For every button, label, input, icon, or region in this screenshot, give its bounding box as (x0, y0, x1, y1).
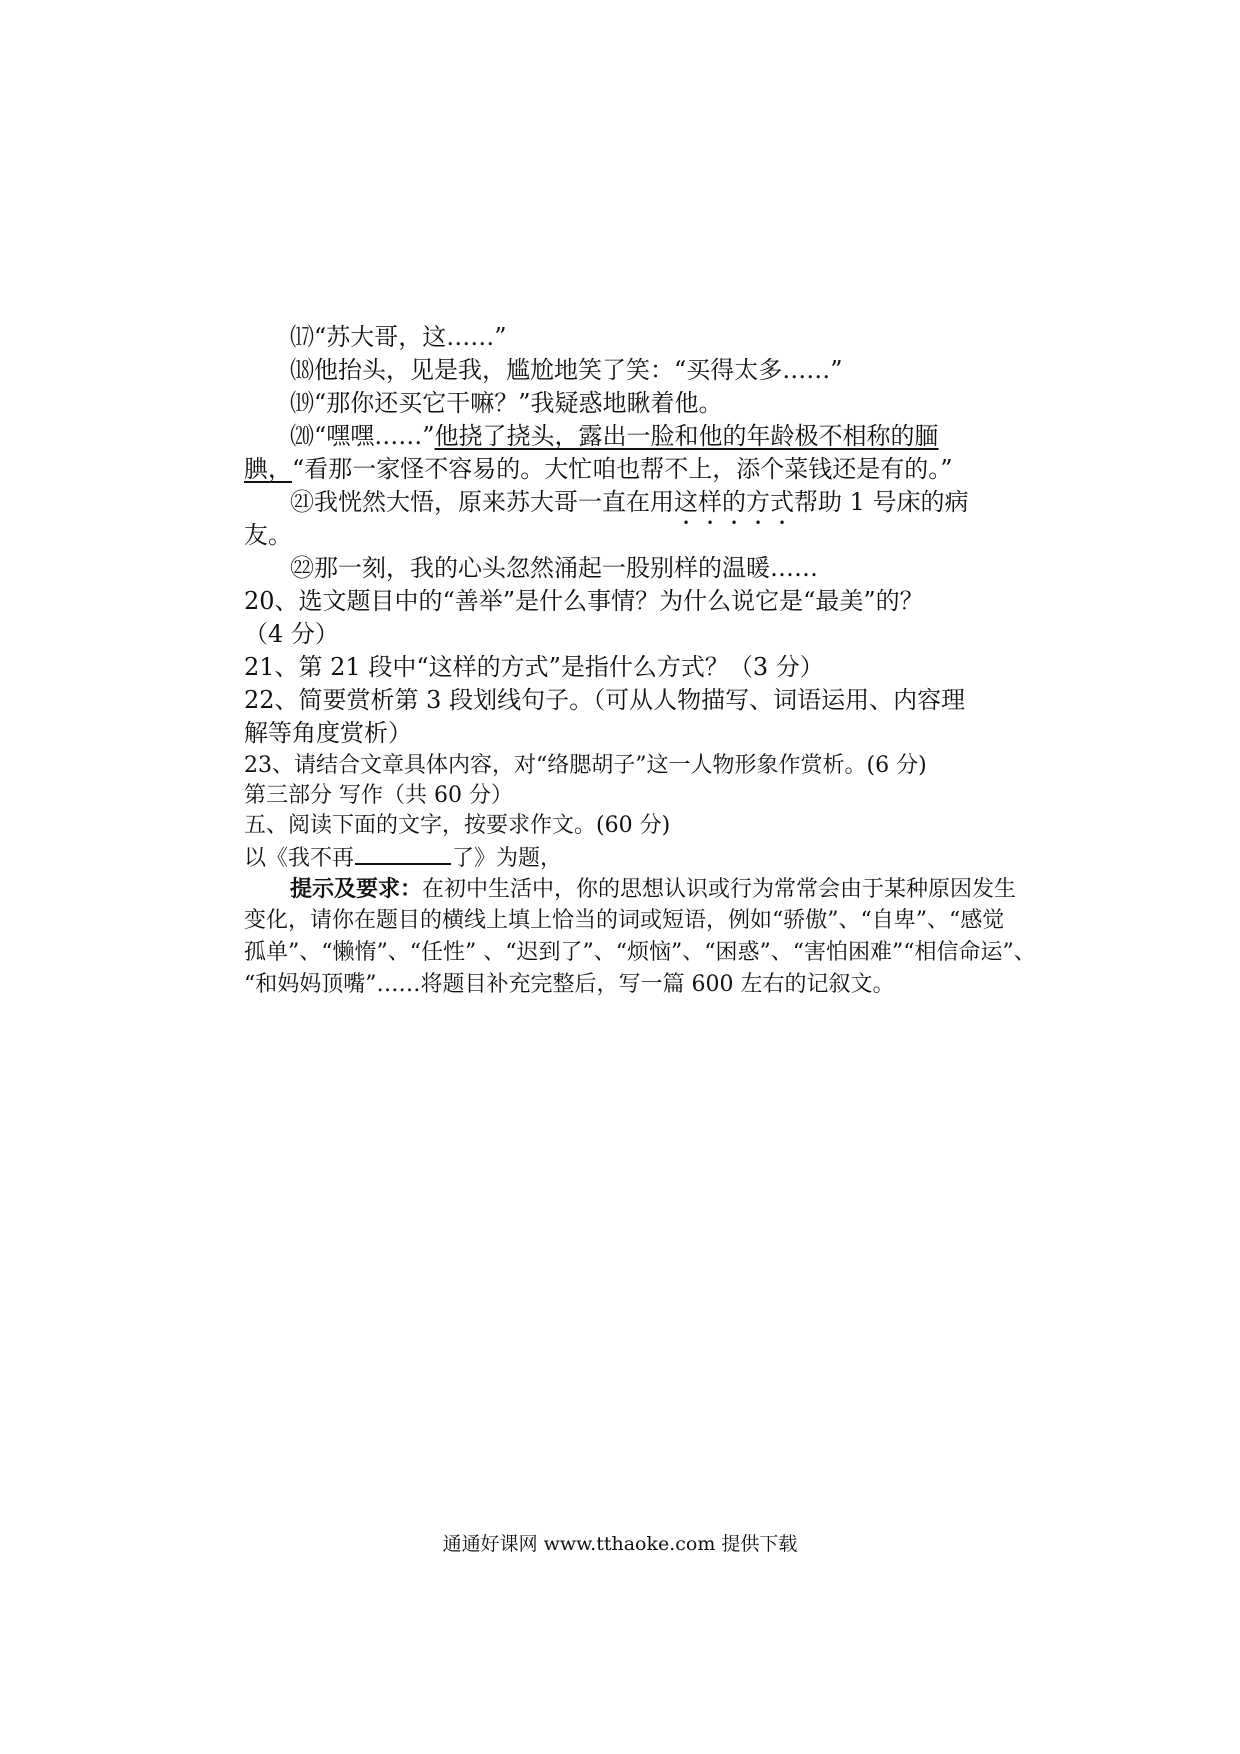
paragraph-19: ⒆“那你还买它干嘛？”我疑惑地瞅着他。 (290, 389, 723, 417)
paragraph-20-line-1 (290, 421, 1060, 451)
title-blank (355, 841, 451, 865)
paragraph-20-intro: ⒇“嘿嘿……” (290, 422, 435, 450)
paragraph-18: ⒅他抬头，见是我，尴尬地笑了笑：“买得太多……” (290, 356, 843, 384)
question-23: 23、请结合文章具体内容，对“络腮胡子”这一人物形象作赏析。(6 分) (244, 753, 927, 778)
paragraph-21-line-2: 友。 (244, 521, 292, 549)
hint-label: 提示及要求： (290, 876, 423, 902)
essay-title-prefix: 以《我不再 (244, 846, 355, 871)
question-22-cont: 解等角度赏析） (244, 719, 412, 747)
paragraph-22: ㉒那一刻，我的心头忽然涌起一股别样的温暖…… (290, 554, 818, 582)
question-20-score: （4 分） (244, 620, 339, 648)
question-22: 22、简要赏析第 3 段划线句子。（可从人物描写、词语运用、内容理 (244, 686, 966, 714)
essay-title-line (244, 841, 1014, 874)
paragraph-20-rest: “看那一家怪不容易的。大忙咱也帮不上，添个菜钱还是有的。” (292, 455, 953, 483)
hint-line-2: 变化，请你在题目的横线上填上恰当的词或短语，例如“骄傲”、“自卑”、“感觉 (244, 908, 1005, 933)
paragraph-21-before: ㉑我恍然大悟，原来苏大哥一直在用 (290, 488, 674, 516)
hint-text-1: 在初中生活中，你的思想认识或行为常常会由于某种原因发生 (422, 877, 1017, 902)
dotted-phrase: 这样的方式 (674, 488, 794, 516)
writing-task: 五、阅读下面的文字，按要求作文。(60 分) (244, 813, 671, 838)
hint-line-3: 孤单”、“懒惰”、“任性” 、“迟到了”、“烦恼”、“困惑”、“害怕困难”“相信命运”、 (244, 940, 1036, 965)
hint-line-1 (290, 874, 1060, 905)
paragraph-21-after: 帮助 1 号床的病 (794, 488, 969, 516)
essay-title-suffix: 了》为题， (452, 846, 563, 871)
question-21: 21、第 21 段中“这样的方式”是指什么方式？（3 分） (244, 653, 824, 681)
page-footer: 通通好课网 www.tthaoke.com 提供下载 (442, 1533, 798, 1555)
underlined-sentence-part-2: 腆， (244, 455, 292, 483)
paragraph-20-line-2 (244, 454, 1014, 484)
question-20: 20、选文题目中的“善举”是什么事情？为什么说它是“最美”的？ (244, 587, 924, 615)
underlined-sentence-part-1: 他挠了挠头，露出一脸和他的年龄极不相称的腼 (434, 422, 939, 450)
section-heading: 第三部分 写作（共 60 分） (244, 783, 513, 808)
hint-line-4: “和妈妈顶嘴”……将题目补充完整后，写一篇 600 左右的记叙文。 (244, 972, 895, 997)
paragraph-17: ⒄“苏大哥，这……” (290, 323, 507, 351)
